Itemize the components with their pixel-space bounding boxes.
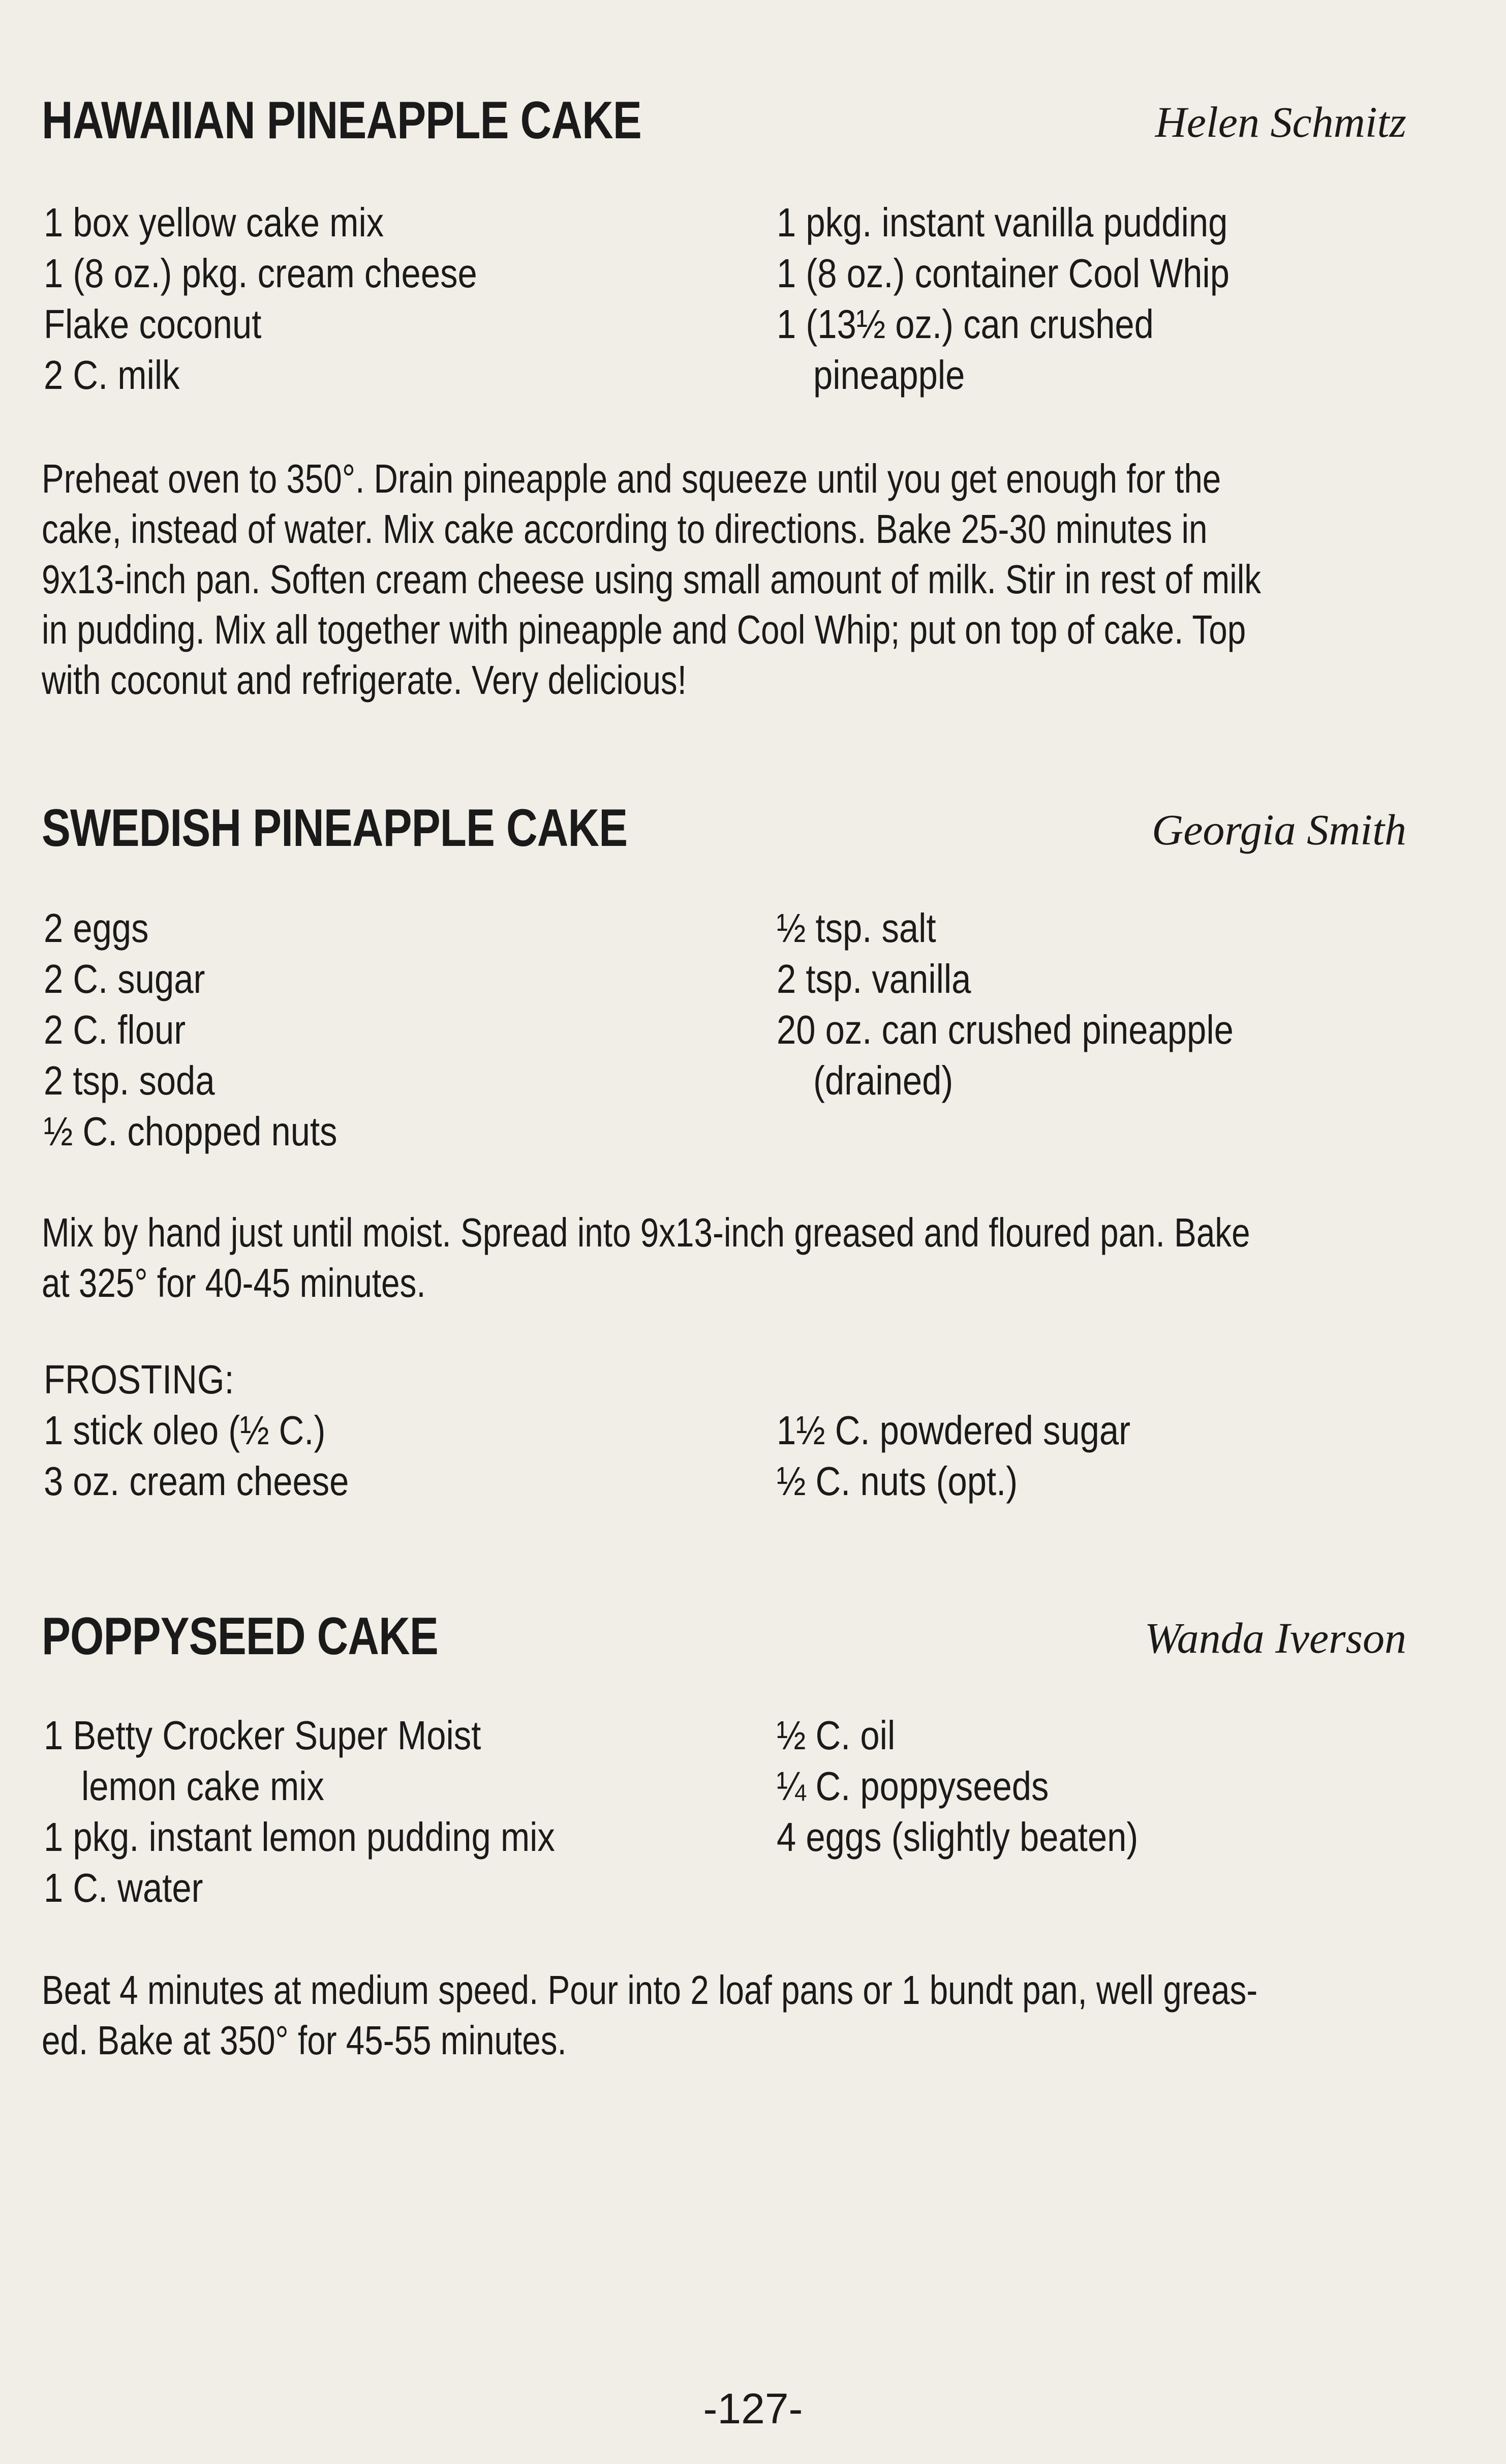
ingredient-right: ½ C. oil [777,1713,896,1758]
recipe-author-poppyseed: Wanda Iverson [1144,1614,1406,1662]
ingredient-left: lemon cake mix [81,1763,324,1809]
page-number: -127- [703,2385,803,2432]
ingredient-left: 2 C. milk [44,352,180,398]
ingredient-right: pineapple [813,352,965,398]
frosting-ingredient-right: ½ C. nuts (opt.) [777,1458,1018,1504]
ingredient-right: 1 (8 oz.) container Cool Whip [777,251,1230,296]
frosting-ingredient-left: 3 oz. cream cheese [44,1458,349,1504]
recipe-directions-swedish: Mix by hand just until moist. Spread into 9x13-inch greased and floured pan. Bake at 325° for 40-45 minutes. [42,1210,1250,1305]
recipe-title-swedish: SWEDISH PINEAPPLE CAKE [42,799,628,858]
ingredient-left: 1 pkg. instant lemon pudding mix [44,1814,555,1860]
recipe-directions-poppyseed: Beat 4 minutes at medium speed. Pour into 2 loaf pans or 1 bundt pan, well greas- ed. Bake at 350° for 45-55 minutes. [42,1967,1258,2063]
ingredient-left: 2 eggs [44,905,149,951]
frosting-ingredient-left: 1 stick oleo (½ C.) [44,1408,326,1453]
ingredient-left: 1 C. water [44,1865,203,1910]
ingredient-right: ½ tsp. salt [777,905,936,951]
ingredient-left: 1 (8 oz.) pkg. cream cheese [44,251,477,296]
ingredient-right: 20 oz. can crushed pineapple [777,1007,1234,1052]
ingredient-right: 1 (13½ oz.) can crushed [777,301,1154,347]
ingredient-left: 2 C. flour [44,1007,186,1052]
ingredient-right: ¼ C. poppyseeds [777,1763,1049,1809]
frosting-ingredient-right: 1½ C. powdered sugar [777,1408,1131,1453]
recipe-directions-hawaiian: Preheat oven to 350°. Drain pineapple and squeeze until you get enough for the cake, instead of water. Mix cake according to directions. Bake 25-30 minutes in 9x13-inch pan. Soften cream cheese using small amount of milk. Stir in rest of milk in pudding. Mix all together with pineapple and Cool Whip; put on top of cake. Top with coconut and refrigerate. Very delicious! [42,456,1262,703]
ingredient-right: 4 eggs (slightly beaten) [777,1814,1139,1860]
ingredient-left: 1 box yellow cake mix [44,200,384,245]
ingredient-right: (drained) [813,1058,954,1103]
frosting-label: FROSTING: [44,1357,234,1402]
recipe-title-hawaiian: HAWAIIAN PINEAPPLE CAKE [42,91,641,150]
ingredient-right: 1 pkg. instant vanilla pudding [777,200,1228,245]
recipe-author-swedish: Georgia Smith [1152,805,1406,854]
ingredient-left: 1 Betty Crocker Super Moist [44,1713,481,1758]
ingredient-right: 2 tsp. vanilla [777,956,971,1001]
ingredient-left: ½ C. chopped nuts [44,1109,337,1154]
recipe-author-hawaiian: Helen Schmitz [1155,98,1406,146]
ingredient-left: 2 C. sugar [44,956,205,1001]
ingredient-left: Flake coconut [44,301,262,347]
recipe-title-poppyseed: POPPYSEED CAKE [42,1607,438,1666]
ingredient-left: 2 tsp. soda [44,1058,215,1103]
